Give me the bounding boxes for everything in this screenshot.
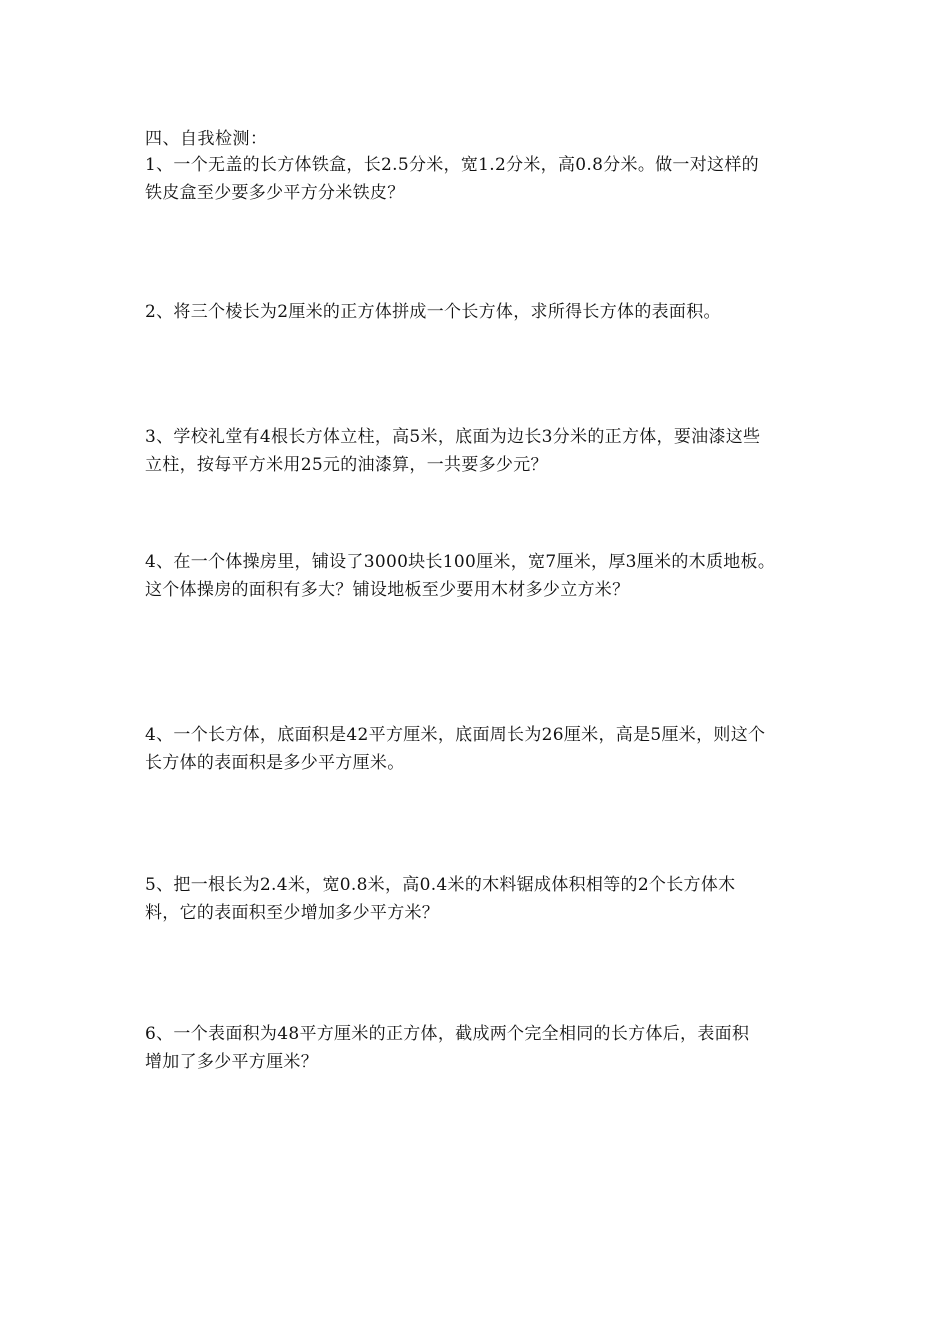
question-line: 1、一个无盖的长方体铁盒，长2.5分米，宽1.2分米，高0.8分米。做一对这样的	[145, 155, 759, 175]
question-line: 2、将三个棱长为2厘米的正方体拼成一个长方体，求所得长方体的表面积。	[145, 302, 721, 322]
question-line: 3、学校礼堂有4根长方体立柱，高5米，底面为边长3分米的正方体，要油漆这些	[145, 427, 761, 447]
question-line: 5、把一根长为2.4米，宽0.8米，高0.4米的木料锯成体积相等的2个长方体木	[145, 875, 736, 895]
question-4-cuboid	[145, 721, 813, 777]
question-line: 铁皮盒至少要多少平方分米铁皮？	[145, 183, 405, 203]
question-line: 增加了多少平方厘米？	[145, 1052, 318, 1072]
question-2	[145, 298, 813, 326]
question-line: 长方体的表面积是多少平方厘米。	[145, 753, 405, 773]
question-1	[145, 151, 813, 207]
question-3	[145, 423, 813, 479]
question-6	[145, 1020, 813, 1076]
question-4-flooring	[145, 548, 813, 604]
question-line: 这个体操房的面积有多大？铺设地板至少要用木材多少立方米？	[145, 580, 630, 600]
question-line: 立柱，按每平方米用25元的油漆算，一共要多少元？	[145, 455, 548, 475]
question-line: 4、在一个体操房里，铺设了3000块长100厘米，宽7厘米，厚3厘米的木质地板。	[145, 552, 776, 572]
question-5	[145, 871, 813, 927]
question-line: 料，它的表面积至少增加多少平方米？	[145, 903, 440, 923]
section-heading: 四、自我检测：	[145, 129, 268, 149]
question-line: 4、一个长方体，底面积是42平方厘米，底面周长为26厘米，高是5厘米，则这个	[145, 725, 766, 745]
question-line: 6、一个表面积为48平方厘米的正方体，截成两个完全相同的长方体后，表面积	[145, 1024, 750, 1044]
